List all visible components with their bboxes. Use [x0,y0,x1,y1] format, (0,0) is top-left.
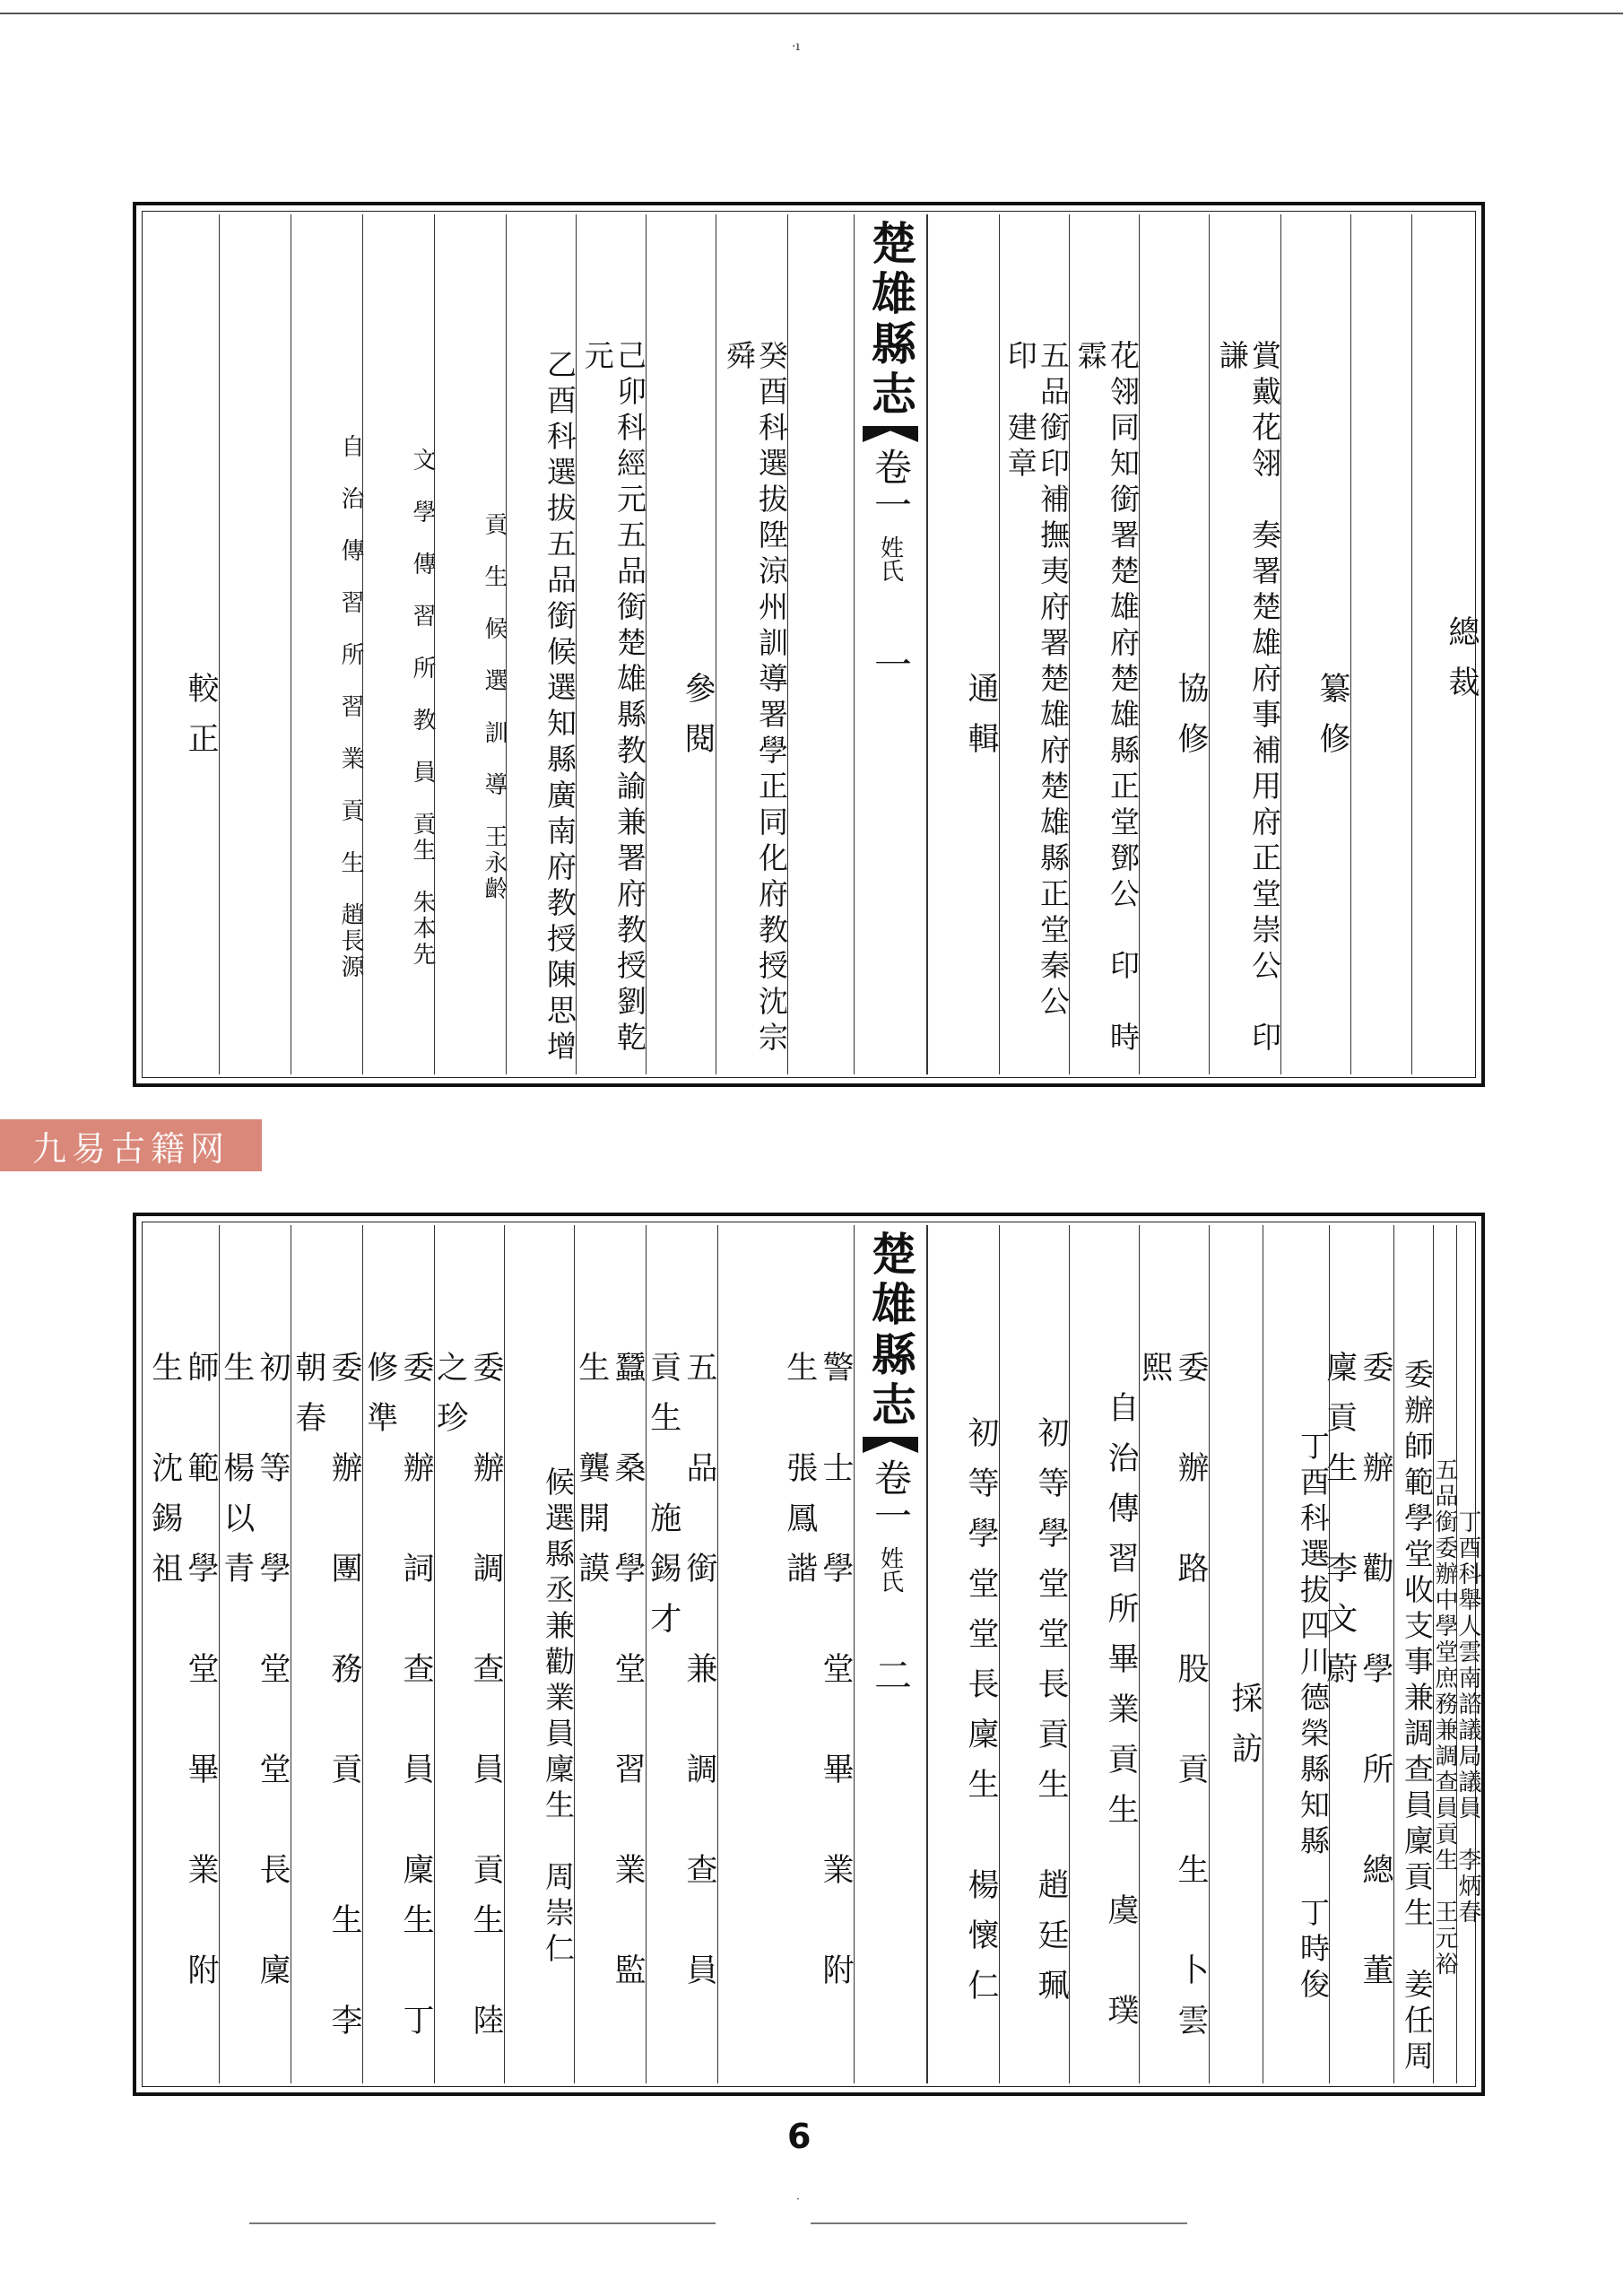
col-bottom-right-0: 丁酉科舉人雲南諮議局議員 李炳春 [1456,1225,1480,2083]
col-top-right-7: 通輯 [927,214,999,1074]
bottom-leaf-number: 二 [869,1656,913,1693]
col-top-left-4: 乙酉科選拔五品銜候選知縣廣南府教授陳思增 [506,214,576,1074]
bottom-volume-label: 卷一 [869,1458,913,1534]
col-top-left-2: 參閱 [646,214,716,1074]
page-top-rule [0,13,1623,14]
top-page-mark: ·ı [792,39,800,54]
top-section-label: 姓氏 [876,535,904,582]
col-top-right-5: 花翎同知銜署楚雄府楚雄縣正堂鄧公 印 時霖 [1069,214,1139,1074]
scan-page-number: 6 [787,2117,812,2156]
top-leaf-number: 一 [869,645,913,683]
col-top-left-8 [219,214,291,1074]
site-watermark: 九易古籍网 [0,1119,262,1171]
col-bottom-left-2: 蠶 桑 學 堂 習 業 監 生 龔開謨 [574,1225,646,2083]
col-top-right-2: 纂修 [1280,214,1350,1074]
col-bottom-right-3: 委 辦 勸 學 所 總 董 廩貢生 李文蔚 [1329,1225,1393,2083]
col-top-left-5: 貢 生 候 選 訓 導 王永齡 [434,214,506,1074]
bottom-dot: · [796,2193,800,2205]
col-bottom-left-5: 委 辦 詞 查 員 廩生 丁修準 [362,1225,434,2083]
bottom-section-label: 姓氏 [876,1546,904,1593]
top-center-strip [854,214,927,1074]
col-bottom-left-3: 候選縣丞兼勸業員廩生 周崇仁 [504,1225,574,2083]
col-top-left-6: 文 學 傳 習 所 教 員 貢生 朱本先 [362,214,434,1074]
bottom-center-strip [854,1225,927,2083]
bottom-rule-left [249,2222,716,2224]
bottom-rule-right [811,2222,1187,2224]
top-book-title: 楚雄縣志 [864,220,917,421]
col-bottom-left-0: 警 士 學 堂 畢 業 附 生 張鳳諧 [717,1225,854,2083]
fishtail-ornament [863,426,918,442]
col-bottom-right-4: 丁酉科選拔四川德榮縣知縣 丁時俊 [1263,1225,1329,2083]
col-bottom-left-7: 初 等 學 堂 堂 長 廩 生 楊以青 [219,1225,291,2083]
col-bottom-left-4: 委 辦 調 查 員 貢生 陸之珍 [434,1225,504,2083]
bottom-page-panel [133,1213,1485,2096]
col-bottom-right-8: 初等學堂堂長貢生 趙廷珮 [999,1225,1069,2083]
top-volume-label: 卷一 [869,448,913,523]
col-top-right-4: 協修 [1139,214,1209,1074]
top-page-panel [133,202,1485,1093]
fishtail-ornament [863,1437,918,1453]
col-bottom-right-6: 委 辦 路 股 貢 生 卜雲熙 [1139,1225,1209,2083]
col-top-right-3: 賞戴花翎 奏署楚雄府事補用府正堂崇公 印 謙 [1209,214,1280,1074]
col-bottom-left-1: 五 品 銜 兼 調 查 員 貢生 施錫才 [646,1225,717,2083]
col-top-left-1: 癸酉科選拔陞涼州訓導署學正同化府教授沈宗舜 [716,214,787,1074]
col-top-left-3: 己卯科經元五品銜楚雄縣教諭兼署府教授劉乾元 [576,214,646,1074]
col-top-left-9: 較正 [183,671,219,772]
bottom-book-title: 楚雄縣志 [864,1231,917,1431]
col-top-right-6: 五品銜印補撫夷府署楚雄府楚雄縣正堂秦公 印 建章 [999,214,1069,1074]
col-bottom-right-9: 初等學堂堂長廩生 楊懷仁 [927,1225,999,2083]
col-top-right-0: 總裁 [1411,214,1480,1074]
col-bottom-left-8: 師 範 學 堂 畢 業 附 生 沈錫祖 [146,1351,219,2054]
col-bottom-right-5: 採訪 [1209,1225,1263,2083]
col-top-left-7: 自 治 傳 習 所 習 業 貢 生 趙長源 [291,214,362,1074]
col-top-right-1 [1350,214,1411,1074]
col-bottom-right-2: 委辦師範學堂收支事兼調查員廩貢生 姜任周 [1393,1225,1433,2083]
col-bottom-right-1: 五品銜委辦中學堂庶務兼調查員貢生 王元裕 [1433,1225,1456,2083]
col-top-left-0 [787,214,854,1074]
col-bottom-left-6: 委 辦 團 務 貢 生 李朝春 [291,1225,362,2083]
col-bottom-right-7: 自治傳習所畢業貢生 虞 璞 [1069,1225,1139,2083]
